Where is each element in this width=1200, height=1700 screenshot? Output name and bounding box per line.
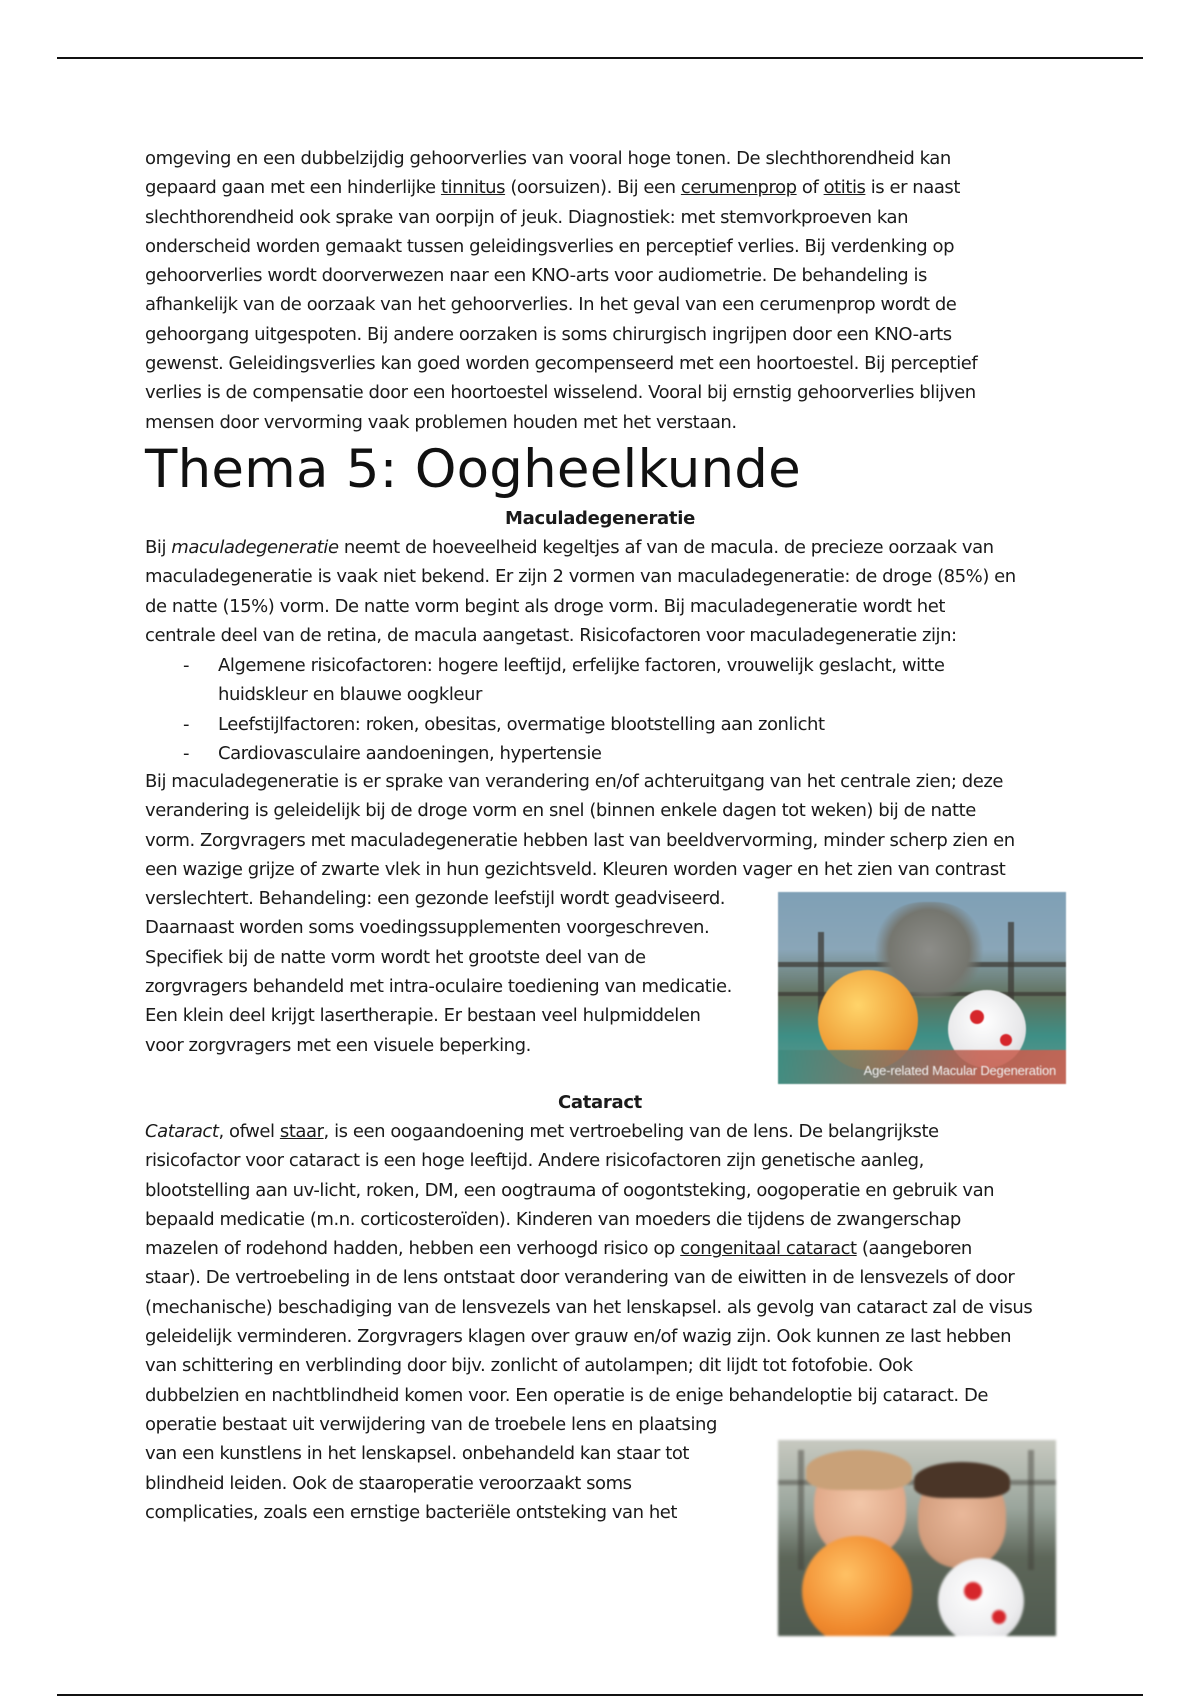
list-item-line: huidskleur en blauwe oogkleur: [218, 684, 482, 706]
underlined-term: tinnitus: [440, 177, 506, 199]
text-line: gewenst. Geleidingsverlies kan goed worden gecompenseerd met een hoortoestel. Bij perceptief: [145, 353, 978, 375]
underlined-term: congenitaal cataract: [680, 1238, 857, 1260]
text-line: mensen door vervorming vaak problemen houden met het verstaan.: [145, 411, 737, 433]
italic-term: maculadegeneratie: [171, 537, 339, 558]
text-line: van een kunstlens in het lenskapsel. onbehandeld kan staar tot: [145, 1443, 690, 1465]
list-item-line: Cardiovasculaire aandoeningen, hypertensie: [218, 742, 602, 764]
maculadegeneratie-title: Maculadegeneratie: [505, 508, 695, 529]
text-line: centrale deel van de retina, de macula aangetast. Risicofactoren voor maculadegeneratie zijn:: [145, 624, 957, 646]
footer-rule: [57, 1694, 1143, 1696]
intro-paragraph: [145, 144, 977, 437]
text-line: blindheid leiden. Ook de staaroperatie veroorzaakt soms: [145, 1472, 632, 1494]
bullet-dash: -: [183, 655, 190, 676]
risk-factor-list: [145, 651, 1018, 768]
text-line: complicaties, zoals een ernstige bacteriële ontsteking van het: [145, 1501, 678, 1523]
italic-term: Cataract: [145, 1121, 219, 1142]
text-line: gehoorgang uitgespoten. Bij andere oorzaken is soms chirurgisch ingrijpen door een KNO-arts: [145, 323, 952, 345]
bullet-dash: -: [183, 713, 190, 735]
text-line: voor zorgvragers met een visuele beperking.: [145, 1034, 531, 1056]
text-line: een wazige grijze of zwarte vlek in hun gezichtsveld. Kleuren worden vager en het zien van contrast: [145, 858, 1006, 880]
text-line: Een klein deel krijgt lasertherapie. Er bestaan veel hulpmiddelen: [145, 1005, 701, 1027]
text-line: gehoorverlies wordt doorverwezen naar een KNO-arts voor audiometrie. De behandeling is: [145, 265, 927, 287]
list-item-line: Leefstijlfactoren: roken, obesitas, overmatige blootstelling aan zonlicht: [218, 713, 825, 735]
text-line: omgeving en een dubbelzijdig gehoorverlies van vooral hoge tonen. De slechthorendheid kan: [145, 148, 951, 169]
text-line: dubbelzien en nachtblindheid komen voor. Een operatie is de enige behandeloptie bij cataract. De: [145, 1384, 988, 1406]
text-line: gepaard gaan met een hinderlijke tinnitus (oorsuizen). Bij een cerumenprop of otitis is er naast: [145, 177, 960, 199]
text-line: risicofactor voor cataract is een hoge leeftijd. Andere risicofactoren zijn genetische aanleg,: [145, 1150, 924, 1172]
underlined-term: cerumenprop: [680, 177, 797, 199]
text-line: bepaald medicatie (m.n. corticosteroïden). Kinderen van moeders die tijdens de zwangerschap: [145, 1208, 961, 1230]
text-line: onderscheid worden gemaakt tussen geleidingsverlies en perceptief verlies. Bij verdenking op: [145, 235, 955, 257]
text-line: Specifiek bij de natte vorm wordt het grootste deel van de: [145, 946, 646, 968]
text-line: Bij maculadegeneratie is er sprake van verandering en/of achteruitgang van het centrale zien; deze: [145, 771, 1004, 792]
text-line: slechthorendheid ook sprake van oorpijn of jeuk. Diagnostiek: met stemvorkproeven kan: [145, 206, 909, 228]
text-line: van schittering en verblinding door bijv. zonlicht of autolampen; dit lijdt tot fotofobie. Ook: [145, 1355, 913, 1377]
text-line: vorm. Zorgvragers met maculadegeneratie hebben last van beeldvervorming, minder scherp zien en: [145, 829, 1015, 851]
text-line: staar). De vertroebeling in de lens ontstaat door verandering van de eiwitten in de lensvezels of door: [145, 1267, 1015, 1289]
list-item: [145, 651, 1018, 710]
bullet-dash: -: [183, 742, 190, 764]
underlined-term: otitis: [823, 177, 866, 199]
text-line: Cataract, ofwel staar, is een oogaandoening met vertroebeling van de lens. De belangrijkste: [145, 1121, 939, 1142]
theme-heading: Thema 5: Oogheelkunde: [145, 439, 801, 500]
text-line: Bij maculadegeneratie neemt de hoeveelheid kegeltjes af van de macula. de precieze oorzaak van: [145, 537, 994, 558]
text-line: afhankelijk van de oorzaak van het gehoorverlies. In het geval van een cerumenprop wordt de: [145, 294, 957, 316]
list-item: [145, 739, 1018, 768]
amd-simulation-photo: [778, 892, 1066, 1084]
text-line: verslechtert. Behandeling: een gezonde leefstijl wordt geadviseerd.: [145, 888, 726, 910]
text-line: geleidelijk verminderen. Zorgvragers klagen over grauw en/of wazig zijn. Ook kunnen ze last hebben: [145, 1326, 1012, 1348]
list-item-line: Algemene risicofactoren: hogere leeftijd, erfelijke factoren, vrouwelijk geslacht, witte: [218, 655, 945, 676]
text-line: verandering is geleidelijk bij de droge vorm en snel (binnen enkele dagen tot weken) bij de natte: [145, 800, 976, 822]
amd-image-caption: Age-related Macular Degeneration: [863, 1063, 1056, 1078]
underlined-term: staar: [279, 1121, 324, 1142]
list-item: [145, 710, 1018, 739]
text-line: de natte (15%) vorm. De natte vorm begint als droge vorm. Bij maculadegeneratie wordt het: [145, 595, 945, 617]
cataract-simulation-photo: [778, 1440, 1056, 1636]
maculadegeneratie-intro: [145, 533, 1016, 650]
header-rule: [57, 57, 1143, 59]
text-line: maculadegeneratie is vaak niet bekend. Er zijn 2 vormen van maculadegeneratie: de droge (85%) en: [145, 566, 1016, 588]
text-line: Daarnaast worden soms voedingssupplementen voorgeschreven.: [145, 917, 710, 939]
text-line: zorgvragers behandeld met intra-oculaire toediening van medicatie.: [145, 976, 732, 998]
text-line: mazelen of rodehond hadden, hebben een verhoogd risico op congenitaal cataract (aangeboren: [145, 1238, 972, 1260]
text-line: operatie bestaat uit verwijdering van de troebele lens en plaatsing: [145, 1413, 717, 1435]
text-line: verlies is de compensatie door een hoortoestel wisselend. Vooral bij ernstig gehoorverlies blijven: [145, 382, 976, 404]
cataract-title: Cataract: [557, 1092, 642, 1113]
text-line: blootstelling aan uv-licht, roken, DM, een oogtrauma of oogontsteking, oogoperatie en gebruik van: [145, 1179, 995, 1201]
text-line: (mechanische) beschadiging van de lensvezels van het lenskapsel. als gevolg van cataract zal de visus: [145, 1296, 1033, 1318]
